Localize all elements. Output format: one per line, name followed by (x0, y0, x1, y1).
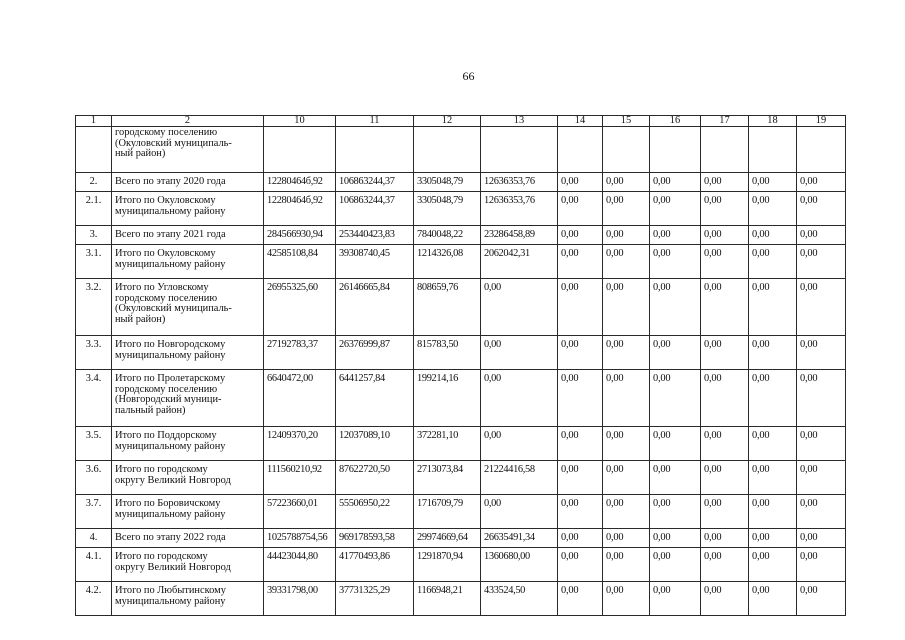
cell-c17: 0,00 (701, 192, 749, 226)
cell-c14: 0,00 (558, 495, 603, 529)
table-row (76, 127, 846, 173)
cell-c16: 0,00 (650, 529, 701, 548)
cell-c11 (336, 127, 414, 173)
cell-c13: 0,00 (481, 370, 558, 427)
cell-c16: 0,00 (650, 173, 701, 192)
cell-c13: 2062042,31 (481, 245, 558, 279)
cell-c17: 0,00 (701, 582, 749, 616)
row-name: Всего по этапу 2020 года (112, 173, 264, 192)
cell-c17: 0,00 (701, 279, 749, 336)
cell-c19 (797, 127, 846, 173)
cell-c10 (264, 127, 336, 173)
cell-c19: 0,00 (797, 336, 846, 370)
row-name: Всего по этапу 2021 года (112, 226, 264, 245)
cell-c13: 12636353,76 (481, 192, 558, 226)
cell-c15: 0,00 (603, 461, 650, 495)
cell-c15: 0,00 (603, 279, 650, 336)
cell-c14: 0,00 (558, 336, 603, 370)
column-header: 2 (112, 116, 264, 127)
cell-c17: 0,00 (701, 461, 749, 495)
cell-c16: 0,00 (650, 370, 701, 427)
cell-c19: 0,00 (797, 192, 846, 226)
cell-c16: 0,00 (650, 192, 701, 226)
cell-c17: 0,00 (701, 226, 749, 245)
cell-c15: 0,00 (603, 529, 650, 548)
table-row (76, 495, 846, 529)
cell-c15: 0,00 (603, 427, 650, 461)
cell-c10: 26955325,60 (264, 279, 336, 336)
cell-c12: 199214,16 (414, 370, 481, 427)
cell-c15: 0,00 (603, 245, 650, 279)
table-row (76, 245, 846, 279)
cell-c11: 12037089,10 (336, 427, 414, 461)
row-number: 3.2. (76, 279, 112, 336)
cell-c10: 57223660,01 (264, 495, 336, 529)
cell-c18: 0,00 (749, 245, 797, 279)
table-row (76, 529, 846, 548)
cell-c19: 0,00 (797, 461, 846, 495)
cell-c13 (481, 127, 558, 173)
cell-c10: 111560210,92 (264, 461, 336, 495)
cell-c15: 0,00 (603, 582, 650, 616)
cell-c18: 0,00 (749, 495, 797, 529)
cell-c12: 808659,76 (414, 279, 481, 336)
cell-c16: 0,00 (650, 427, 701, 461)
cell-c17: 0,00 (701, 495, 749, 529)
cell-c12: 1716709,79 (414, 495, 481, 529)
row-number: 2. (76, 173, 112, 192)
row-number: 3.7. (76, 495, 112, 529)
column-header: 10 (264, 116, 336, 127)
table-row (76, 461, 846, 495)
cell-c17: 0,00 (701, 173, 749, 192)
cell-c10: 12280464б,92 (264, 173, 336, 192)
cell-c12: 1214326,08 (414, 245, 481, 279)
column-header: 11 (336, 116, 414, 127)
cell-c14: 0,00 (558, 370, 603, 427)
cell-c18: 0,00 (749, 336, 797, 370)
cell-c16: 0,00 (650, 582, 701, 616)
table-row (76, 427, 846, 461)
cell-c11: 41770493,86 (336, 548, 414, 582)
cell-c17: 0,00 (701, 529, 749, 548)
cell-c11: 969178593,58 (336, 529, 414, 548)
table-row (76, 370, 846, 427)
row-name: Итого по Поддорскому муниципальному району (112, 427, 264, 461)
cell-c11: 55506950,22 (336, 495, 414, 529)
table-row (76, 192, 846, 226)
cell-c13: 26635491,34 (481, 529, 558, 548)
cell-c13: 21224416,58 (481, 461, 558, 495)
row-name: Итого по Любытинскому муниципальному району (112, 582, 264, 616)
table-row (76, 173, 846, 192)
cell-c16: 0,00 (650, 548, 701, 582)
cell-c12: 1291870,94 (414, 548, 481, 582)
row-number: 4.1. (76, 548, 112, 582)
cell-c12: 3305048,79 (414, 192, 481, 226)
cell-c13: 0,00 (481, 279, 558, 336)
cell-c15: 0,00 (603, 192, 650, 226)
cell-c18 (749, 127, 797, 173)
cell-c19: 0,00 (797, 279, 846, 336)
cell-c16 (650, 127, 701, 173)
row-name: Итого по городскому округу Великий Новгород (112, 461, 264, 495)
cell-c19: 0,00 (797, 495, 846, 529)
row-number: 3.4. (76, 370, 112, 427)
cell-c12: 7840048,22 (414, 226, 481, 245)
page-number: 66 (462, 69, 475, 83)
cell-c19: 0,00 (797, 548, 846, 582)
cell-c11: 253440423,83 (336, 226, 414, 245)
cell-c14: 0,00 (558, 226, 603, 245)
cell-c16: 0,00 (650, 279, 701, 336)
row-number: 3.3. (76, 336, 112, 370)
cell-c11: 106863244,37 (336, 173, 414, 192)
cell-c10: 39331798,00 (264, 582, 336, 616)
cell-c16: 0,00 (650, 245, 701, 279)
cell-c15: 0,00 (603, 495, 650, 529)
column-header: 17 (701, 116, 749, 127)
cell-c12: 2713073,84 (414, 461, 481, 495)
cell-c14 (558, 127, 603, 173)
cell-c10: 12409370,20 (264, 427, 336, 461)
cell-c18: 0,00 (749, 226, 797, 245)
cell-c19: 0,00 (797, 529, 846, 548)
cell-c18: 0,00 (749, 192, 797, 226)
cell-c17: 0,00 (701, 548, 749, 582)
cell-c16: 0,00 (650, 495, 701, 529)
cell-c12: 3305048,79 (414, 173, 481, 192)
column-header: 13 (481, 116, 558, 127)
cell-c15: 0,00 (603, 226, 650, 245)
cell-c19: 0,00 (797, 427, 846, 461)
row-name: Итого по Окуловскому муниципальному району (112, 245, 264, 279)
cell-c12: 815783,50 (414, 336, 481, 370)
cell-c10: 12280464б,92 (264, 192, 336, 226)
cell-c18: 0,00 (749, 529, 797, 548)
table-row (76, 279, 846, 336)
cell-c14: 0,00 (558, 461, 603, 495)
column-header: 14 (558, 116, 603, 127)
cell-c17: 0,00 (701, 336, 749, 370)
cell-c13: 1360680,00 (481, 548, 558, 582)
cell-c15: 0,00 (603, 548, 650, 582)
cell-c19: 0,00 (797, 173, 846, 192)
cell-c17: 0,00 (701, 370, 749, 427)
row-number: 2.1. (76, 192, 112, 226)
cell-c11: 26146665,84 (336, 279, 414, 336)
header-row (76, 116, 846, 127)
cell-c12: 372281,10 (414, 427, 481, 461)
cell-c16: 0,00 (650, 336, 701, 370)
table-row (76, 226, 846, 245)
cell-c13: 0,00 (481, 336, 558, 370)
row-name: Всего по этапу 2022 года (112, 529, 264, 548)
cell-c11: 106863244,37 (336, 192, 414, 226)
cell-c18: 0,00 (749, 370, 797, 427)
cell-c14: 0,00 (558, 173, 603, 192)
cell-c11: 37731325,29 (336, 582, 414, 616)
column-header: 15 (603, 116, 650, 127)
row-name: Итого по Угловскому городскому поселению (Окуловский муниципаль- ный район) (112, 279, 264, 336)
cell-c14: 0,00 (558, 279, 603, 336)
cell-c10: 1025788754,56 (264, 529, 336, 548)
row-number: 3. (76, 226, 112, 245)
cell-c17: 0,00 (701, 245, 749, 279)
cell-c10: 284566930,94 (264, 226, 336, 245)
row-number (76, 127, 112, 173)
row-name: Итого по Новгородскому муниципальному району (112, 336, 264, 370)
cell-c10: 27192783,37 (264, 336, 336, 370)
cell-c11: 6441257,84 (336, 370, 414, 427)
cell-c17 (701, 127, 749, 173)
cell-c18: 0,00 (749, 427, 797, 461)
cell-c14: 0,00 (558, 427, 603, 461)
cell-c12: 1166948,21 (414, 582, 481, 616)
cell-c19: 0,00 (797, 370, 846, 427)
row-number: 4.2. (76, 582, 112, 616)
column-header: 12 (414, 116, 481, 127)
cell-c18: 0,00 (749, 461, 797, 495)
column-header: 1 (76, 116, 112, 127)
cell-c19: 0,00 (797, 245, 846, 279)
row-number: 4. (76, 529, 112, 548)
cell-c18: 0,00 (749, 548, 797, 582)
cell-c13: 0,00 (481, 427, 558, 461)
cell-c10: 6640472,00 (264, 370, 336, 427)
cell-c11: 87622720,50 (336, 461, 414, 495)
cell-c10: 44423044,80 (264, 548, 336, 582)
cell-c13: 23286458,89 (481, 226, 558, 245)
row-number: 3.6. (76, 461, 112, 495)
row-number: 3.5. (76, 427, 112, 461)
cell-c16: 0,00 (650, 226, 701, 245)
cell-c18: 0,00 (749, 582, 797, 616)
cell-c14: 0,00 (558, 529, 603, 548)
cell-c17: 0,00 (701, 427, 749, 461)
cell-c18: 0,00 (749, 173, 797, 192)
column-header: 19 (797, 116, 846, 127)
table-row (76, 336, 846, 370)
row-name: Итого по Пролетарскому городскому поселению (Новгородский муници- пальный район) (112, 370, 264, 427)
table-row (76, 548, 846, 582)
cell-c14: 0,00 (558, 245, 603, 279)
cell-c16: 0,00 (650, 461, 701, 495)
cell-c18: 0,00 (749, 279, 797, 336)
cell-c15: 0,00 (603, 370, 650, 427)
cell-c13: 12636353,76 (481, 173, 558, 192)
row-name: Итого по Окуловскому муниципальному району (112, 192, 264, 226)
column-header: 18 (749, 116, 797, 127)
cell-c14: 0,00 (558, 582, 603, 616)
row-name: городскому поселению (Окуловский муниципаль- ный район) (112, 127, 264, 173)
table-row (76, 582, 846, 616)
data-table (75, 115, 846, 616)
cell-c11: 26376999,87 (336, 336, 414, 370)
cell-c14: 0,00 (558, 192, 603, 226)
cell-c13: 0,00 (481, 495, 558, 529)
cell-c14: 0,00 (558, 548, 603, 582)
row-number: 3.1. (76, 245, 112, 279)
cell-c12 (414, 127, 481, 173)
cell-c13: 433524,50 (481, 582, 558, 616)
cell-c15: 0,00 (603, 173, 650, 192)
row-name: Итого по Боровичскому муниципальному району (112, 495, 264, 529)
row-name: Итого по городскому округу Великий Новгород (112, 548, 264, 582)
cell-c10: 42585108,84 (264, 245, 336, 279)
cell-c11: 39308740,45 (336, 245, 414, 279)
column-header: 16 (650, 116, 701, 127)
cell-c12: 29974669,64 (414, 529, 481, 548)
cell-c15 (603, 127, 650, 173)
cell-c15: 0,00 (603, 336, 650, 370)
cell-c19: 0,00 (797, 226, 846, 245)
cell-c19: 0,00 (797, 582, 846, 616)
